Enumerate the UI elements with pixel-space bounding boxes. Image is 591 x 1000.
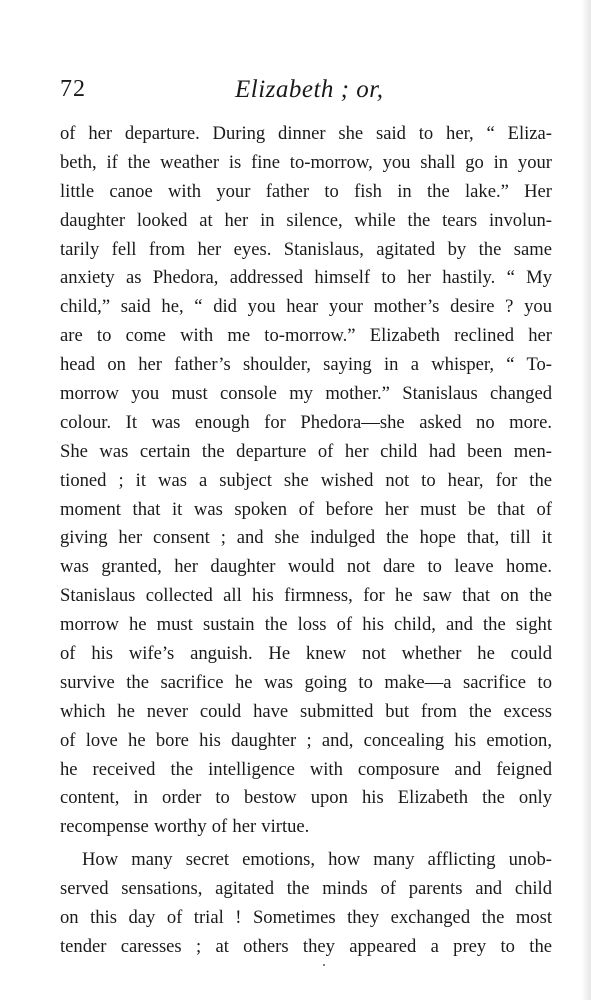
text-line: anxiety as Phedora, addressed himself to her hastily. “ My [60,267,552,289]
paragraph [60,120,552,842]
running-title: Elizabeth ; or, [235,76,384,103]
text-line: giving her consent ; and she indulged the hope that, till it [60,527,552,549]
text-line: survive the sacrifice he was going to make—a sacrifice to [60,671,552,693]
page-edge-shadow [581,0,591,1000]
text-line: on this day of trial ! Sometimes they exchanged the most [60,907,552,929]
text-line: tender caresses ; at others they appeared a prey to the [60,935,552,957]
text-line: daughter looked at her in silence, while the tears involun- [60,209,552,231]
text-line: little canoe with your father to fish in the lake.” Her [60,180,552,202]
text-line: beth, if the weather is fine to-morrow, you shall go in your [60,151,552,173]
body-text [60,120,552,962]
text-line: was granted, her daughter would not dare to leave home. [60,556,552,578]
text-line: content, in order to bestow upon his Elizabeth the only [60,787,552,809]
running-head [60,76,550,110]
text-line: child,” said he, “ did you hear your mother’s desire ? you [60,296,552,318]
text-line: which he never could have submitted but from the excess [60,700,552,722]
text-line: are to come with me to-morrow.” Elizabeth reclined her [60,325,552,347]
paragraph [60,846,552,962]
text-line: he received the intelligence with composure and feigned [60,758,552,780]
text-line: morrow you must console my mother.” Stanislaus changed [60,383,552,405]
text-line: of her departure. During dinner she said to her, “ Eliza- [60,123,552,144]
page-number: 72 [60,76,86,102]
text-line: Stanislaus collected all his firmness, for he saw that on the [60,585,552,607]
text-line: of his wife’s anguish. He knew not whether he could [60,643,552,665]
text-line: morrow he must sustain the loss of his child, and the sight [60,614,552,636]
text-line: head on her father’s shoulder, saying in a whisper, “ To- [60,354,552,376]
text-line: colour. It was enough for Phedora—she asked no more. [60,411,552,433]
text-line: She was certain the departure of her child had been men- [60,440,552,462]
paper-speck [323,964,325,966]
text-line: tarily fell from her eyes. Stanislaus, agitated by the same [60,238,552,260]
text-line: How many secret emotions, how many afflicting unob- [82,849,552,871]
text-line: tioned ; it was a subject she wished not to hear, for the [60,469,552,491]
text-line: recompense worthy of her virtue. [60,816,310,838]
text-line: served sensations, agitated the minds of parents and child [60,878,552,900]
text-line: moment that it was spoken of before her must be that of [60,498,552,520]
text-line: of love he bore his daughter ; and, concealing his emotion, [60,729,552,751]
